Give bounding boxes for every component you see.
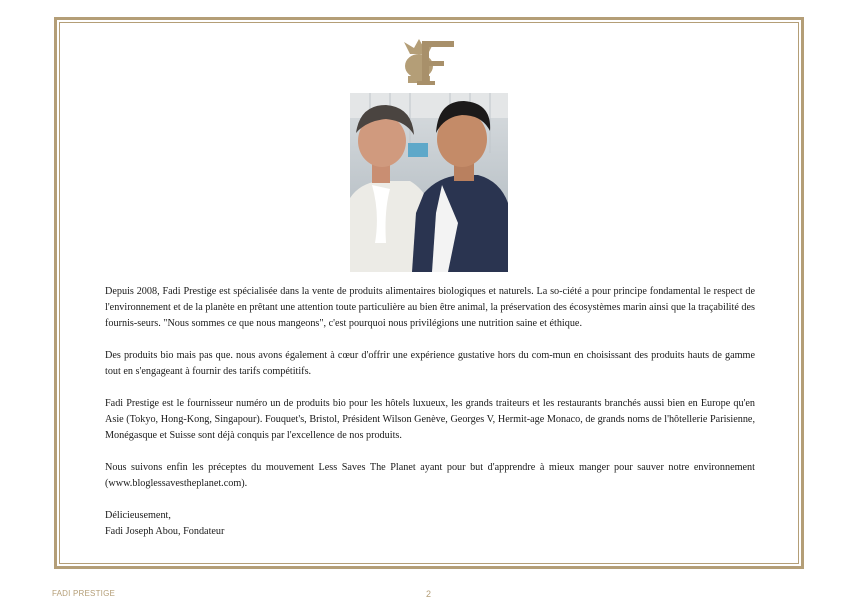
founders-photo — [350, 93, 508, 272]
paragraph-products: Des produits bio mais pas que. nous avons également à cœur d'offrir une expérience gustative hors du com-mun en choisissant des produits hauts de gamme tout en s'engageant à fournir des tarifs compétitifs. — [105, 350, 755, 377]
paragraph-clients: Fadi Prestige est le fournisseur numéro un de produits bio pour les hôtels luxueux, les grands traiteurs et les restaurants branchés aussi bien en Europe qu'en Asie (Tokyo, Hong-Kong, Singapour). Fouquet's, Bristol, Président Wilson Genève, Georges V, Hermit-age Monaco, de grands noms de l'hôtellerie Parisienne, Monégasque et Suisse sont déjà conquis par l'excellence de nos produits. — [105, 398, 755, 441]
paragraph-intro: Depuis 2008, Fadi Prestige est spécialisée dans la vente de produits alimentaires biologiques et naturels. La so-ciété a pour principe fondamental le respect de l'environnement et de la planète en prêtant une attention toute particulière au bien être animal, la préservation des écosystèmes marin ainsi que la traçabilité des fournis-seurs. "Nous sommes ce que nous mangeons", c'est pourquoi nous privilégions une nutrition saine et éthique. — [105, 286, 755, 329]
body-text — [105, 284, 755, 540]
closing-line: Délicieusement, — [105, 510, 171, 521]
page-number: 2 — [426, 589, 432, 599]
crown-f-logo-icon — [400, 36, 458, 88]
footer-brand: FADI PRESTIGE — [52, 589, 116, 598]
signature: Fadi Joseph Abou, Fondateur — [105, 526, 225, 537]
paragraph-movement: Nous suivons enfin les préceptes du mouvement Less Saves The Planet ayant pour but d'apprendre à mieux manger pour sauver notre environnement (www.bloglessavestheplanet.com). — [105, 462, 755, 489]
